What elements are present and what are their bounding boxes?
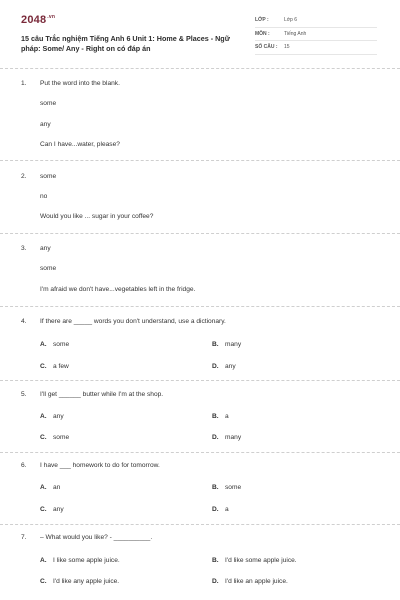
option-d[interactable] bbox=[212, 578, 288, 585]
option-letter: D. bbox=[212, 363, 219, 370]
document-title: 15 câu Trắc nghiệm Tiếng Anh 6 Unit 1: Home & Places - Ngữ pháp: Some/ Any - Right on có đáp án bbox=[21, 34, 230, 53]
option-d[interactable] bbox=[212, 434, 241, 441]
option-letter: A. bbox=[40, 413, 47, 420]
option-text: I'd like an apple juice. bbox=[225, 578, 288, 585]
divider bbox=[0, 452, 400, 453]
question-line: some bbox=[40, 100, 57, 107]
divider bbox=[0, 233, 400, 234]
meta-key: SỐ CÂU : bbox=[255, 44, 278, 50]
option-a[interactable] bbox=[40, 557, 120, 564]
divider bbox=[0, 68, 400, 69]
question-line: no bbox=[40, 193, 48, 200]
option-d[interactable] bbox=[212, 363, 236, 370]
option-text: a bbox=[225, 506, 229, 513]
logo-text: 2048 bbox=[21, 14, 47, 26]
question-text: Put the word into the blank. bbox=[40, 80, 120, 87]
option-letter: A. bbox=[40, 484, 47, 491]
option-text: any bbox=[53, 506, 64, 513]
question-text: – What would you like? - __________. bbox=[40, 534, 153, 541]
option-letter: B. bbox=[212, 341, 219, 348]
option-text: I like some apple juice. bbox=[53, 557, 120, 564]
option-letter: D. bbox=[212, 434, 219, 441]
option-letter: B. bbox=[212, 413, 219, 420]
meta-key: MÔN : bbox=[255, 30, 270, 37]
option-text: some bbox=[225, 484, 242, 491]
question-number: 7. bbox=[21, 534, 27, 541]
option-letter: C. bbox=[40, 506, 47, 513]
question-line: some bbox=[40, 265, 57, 272]
question-number: 4. bbox=[21, 318, 27, 325]
meta-value: Tiếng Anh bbox=[284, 30, 307, 37]
question-line: I'm afraid we don't have...vegetables left in the fridge. bbox=[40, 286, 196, 293]
meta-row-grade bbox=[255, 15, 377, 28]
meta-value: Lớp 6 bbox=[284, 17, 298, 23]
option-letter: C. bbox=[40, 363, 47, 370]
option-a[interactable] bbox=[40, 413, 64, 420]
question-number: 6. bbox=[21, 462, 27, 469]
option-letter: B. bbox=[212, 557, 219, 564]
document-header bbox=[0, 0, 400, 64]
option-text: some bbox=[53, 341, 70, 348]
question-line: Would you like ... sugar in your coffee? bbox=[40, 213, 154, 220]
site-logo[interactable] bbox=[21, 14, 55, 26]
option-letter: C. bbox=[40, 434, 47, 441]
option-text: some bbox=[53, 434, 70, 441]
option-c[interactable] bbox=[40, 506, 64, 513]
question-number: 1. bbox=[21, 80, 27, 87]
divider bbox=[0, 306, 400, 307]
option-b[interactable] bbox=[212, 341, 241, 348]
option-b[interactable] bbox=[212, 557, 297, 564]
option-letter: D. bbox=[212, 506, 219, 513]
option-d[interactable] bbox=[212, 506, 229, 513]
meta-key: LỚP : bbox=[255, 17, 269, 23]
option-text: many bbox=[225, 434, 242, 441]
question-text: any bbox=[40, 245, 51, 252]
option-a[interactable] bbox=[40, 484, 60, 491]
question-number: 5. bbox=[21, 391, 27, 398]
option-b[interactable] bbox=[212, 484, 241, 491]
option-letter: A. bbox=[40, 341, 47, 348]
option-text: many bbox=[225, 341, 242, 348]
question-text: I have ___ homework to do for tomorrow. bbox=[40, 462, 160, 469]
option-c[interactable] bbox=[40, 363, 69, 370]
option-text: any bbox=[225, 363, 236, 370]
option-text: any bbox=[53, 413, 64, 420]
option-c[interactable] bbox=[40, 434, 69, 441]
divider bbox=[0, 160, 400, 161]
meta-row-count bbox=[255, 42, 377, 55]
option-text: a bbox=[225, 413, 229, 420]
question-text: I'll get ______ butter while I'm at the shop. bbox=[40, 391, 164, 398]
option-text: a few bbox=[53, 363, 69, 370]
option-letter: A. bbox=[40, 557, 47, 564]
option-letter: C. bbox=[40, 578, 47, 585]
question-line: Can I have...water, please? bbox=[40, 141, 120, 148]
option-text: an bbox=[53, 484, 61, 491]
meta-row-subject bbox=[255, 29, 377, 42]
question-text: If there are _____ words you don't understand, use a dictionary. bbox=[40, 318, 226, 325]
option-text: I'd like some apple juice. bbox=[225, 557, 297, 564]
question-line: any bbox=[40, 121, 51, 128]
option-a[interactable] bbox=[40, 341, 69, 348]
option-text: I'd like any apple juice. bbox=[53, 578, 120, 585]
option-b[interactable] bbox=[212, 413, 229, 420]
question-number: 3. bbox=[21, 245, 27, 252]
option-c[interactable] bbox=[40, 578, 119, 585]
logo-suffix: .vn bbox=[47, 14, 56, 20]
divider bbox=[0, 524, 400, 525]
document-meta bbox=[255, 15, 377, 56]
question-text: some bbox=[40, 173, 57, 180]
option-letter: D. bbox=[212, 578, 219, 585]
question-number: 2. bbox=[21, 173, 27, 180]
divider bbox=[0, 380, 400, 381]
option-letter: B. bbox=[212, 484, 219, 491]
meta-value: 15 bbox=[284, 44, 290, 50]
